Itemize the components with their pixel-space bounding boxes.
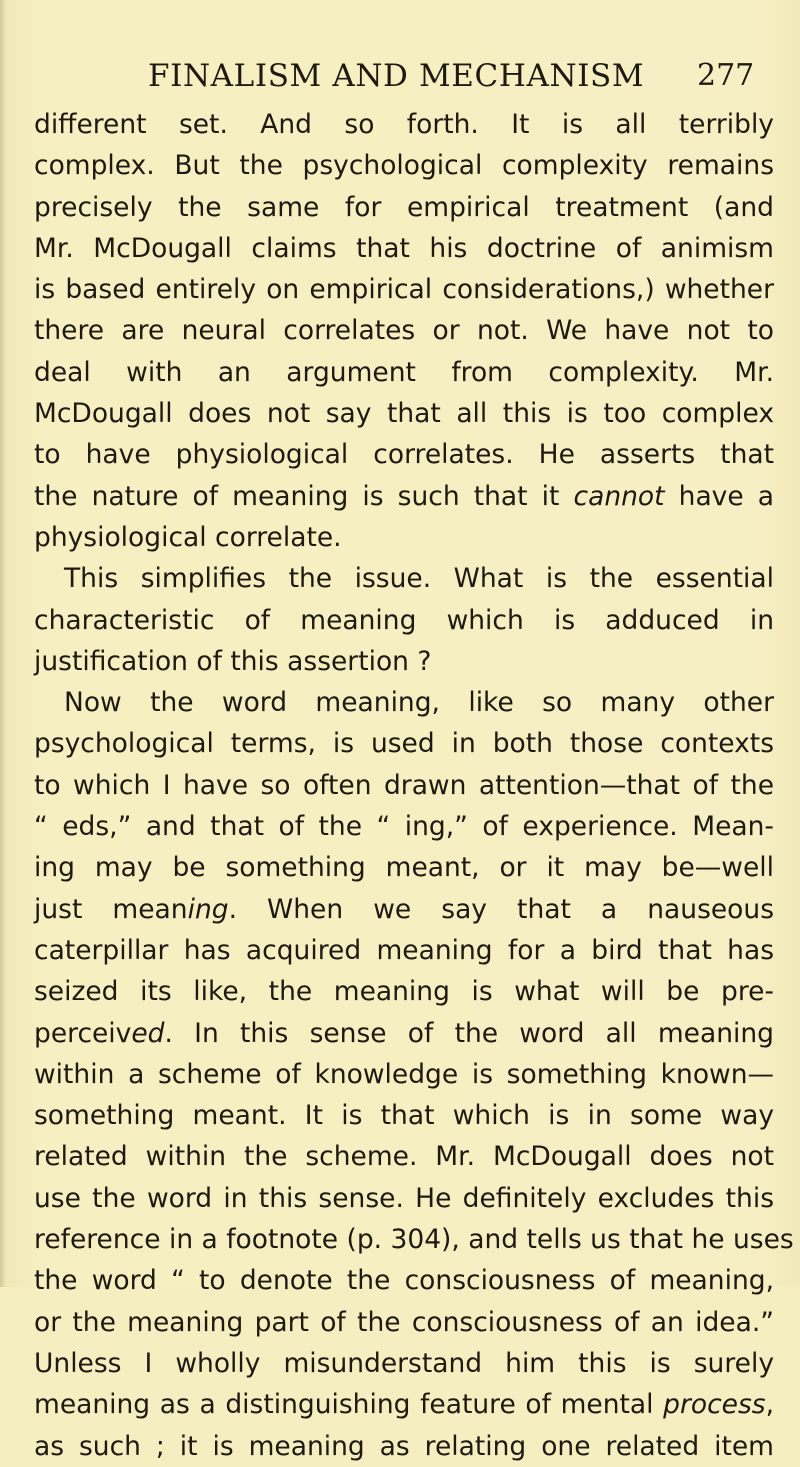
page-header	[0, 58, 800, 102]
text-line	[34, 1384, 774, 1425]
text-line: to which I have so often drawn attention—that of the	[34, 769, 774, 801]
text-line: physiological correlate.	[34, 521, 342, 553]
text-line: This simplifies the issue. What is the essential	[64, 563, 774, 595]
text-run: . In this sense of the word all meaning	[164, 1017, 774, 1049]
text-line	[34, 889, 774, 930]
text-line: Mr. McDougall claims that his doctrine of animism	[34, 232, 774, 264]
text-line: to have physiological correlates. He asserts that	[34, 439, 774, 471]
text-line: there are neural correlates or not. We have not to	[34, 315, 774, 347]
text-line: the word “ to denote the consciousness of meaning,	[34, 1265, 774, 1297]
text-line: or the meaning part of the consciousness of an idea.”	[34, 1306, 774, 1338]
text-line: deal with an argument from complexity. Mr.	[34, 356, 774, 388]
text-line: Unless I wholly misunderstand him this is surely	[34, 1347, 774, 1379]
text-line: complex. But the psychological complexity remains	[34, 150, 774, 182]
text-line: justification of this assertion ?	[34, 645, 432, 677]
body-text	[34, 104, 794, 1467]
text-line: Now the word meaning, like so many other	[64, 687, 774, 719]
text-line: ing may be something meant, or it may be—well	[34, 852, 774, 884]
text-line: “ eds,” and that of the “ ing,” of experience. Mean-	[34, 811, 774, 843]
text-line: reference in a footnote (p. 304), and tells us that he uses	[34, 1224, 794, 1256]
text-line: psychological terms, is used in both those contexts	[34, 728, 774, 760]
page-edge-shadow	[0, 0, 6, 1287]
text-line: precisely the same for empirical treatment (and	[34, 191, 774, 223]
text-line: different set. And so forth. It is all terribly	[34, 109, 774, 140]
italic-text-run: ed	[131, 1017, 165, 1049]
text-line: something meant. It is that which is in some way	[34, 1100, 774, 1132]
text-line: seized its like, the meaning is what will be pre-	[34, 976, 774, 1008]
text-run: perceiv	[34, 1017, 132, 1049]
text-run: just mean	[34, 893, 188, 925]
text-line: is based entirely on empirical considerations,) whether	[34, 274, 774, 306]
text-line	[34, 476, 774, 517]
text-run: the nature of meaning is such that it	[34, 480, 574, 512]
text-line: caterpillar has acquired meaning for a bird that has	[34, 934, 774, 966]
text-run: . When we say that a nauseous	[228, 893, 774, 925]
running-title: FINALISM AND MECHANISM	[148, 58, 645, 94]
text-line	[34, 1013, 774, 1054]
text-line: characteristic of meaning which is adduced in	[34, 604, 774, 636]
text-line: related within the scheme. Mr. McDougall does not	[34, 1141, 774, 1173]
text-line: McDougall does not say that all this is too complex	[34, 398, 774, 430]
text-run: have a	[664, 480, 775, 512]
italic-text-run: cannot	[573, 480, 665, 512]
page-number: 277	[697, 58, 755, 93]
text-run: ,	[765, 1389, 774, 1421]
text-line: as such ; it is meaning as relating one related item	[34, 1430, 774, 1462]
text-line: within a scheme of knowledge is something known—	[34, 1058, 774, 1090]
italic-text-run: process	[663, 1389, 766, 1421]
text-line: use the word in this sense. He definitely excludes this	[34, 1182, 774, 1214]
italic-text-run: ing	[187, 893, 229, 925]
text-run: meaning as a distinguishing feature of mental	[34, 1389, 664, 1421]
